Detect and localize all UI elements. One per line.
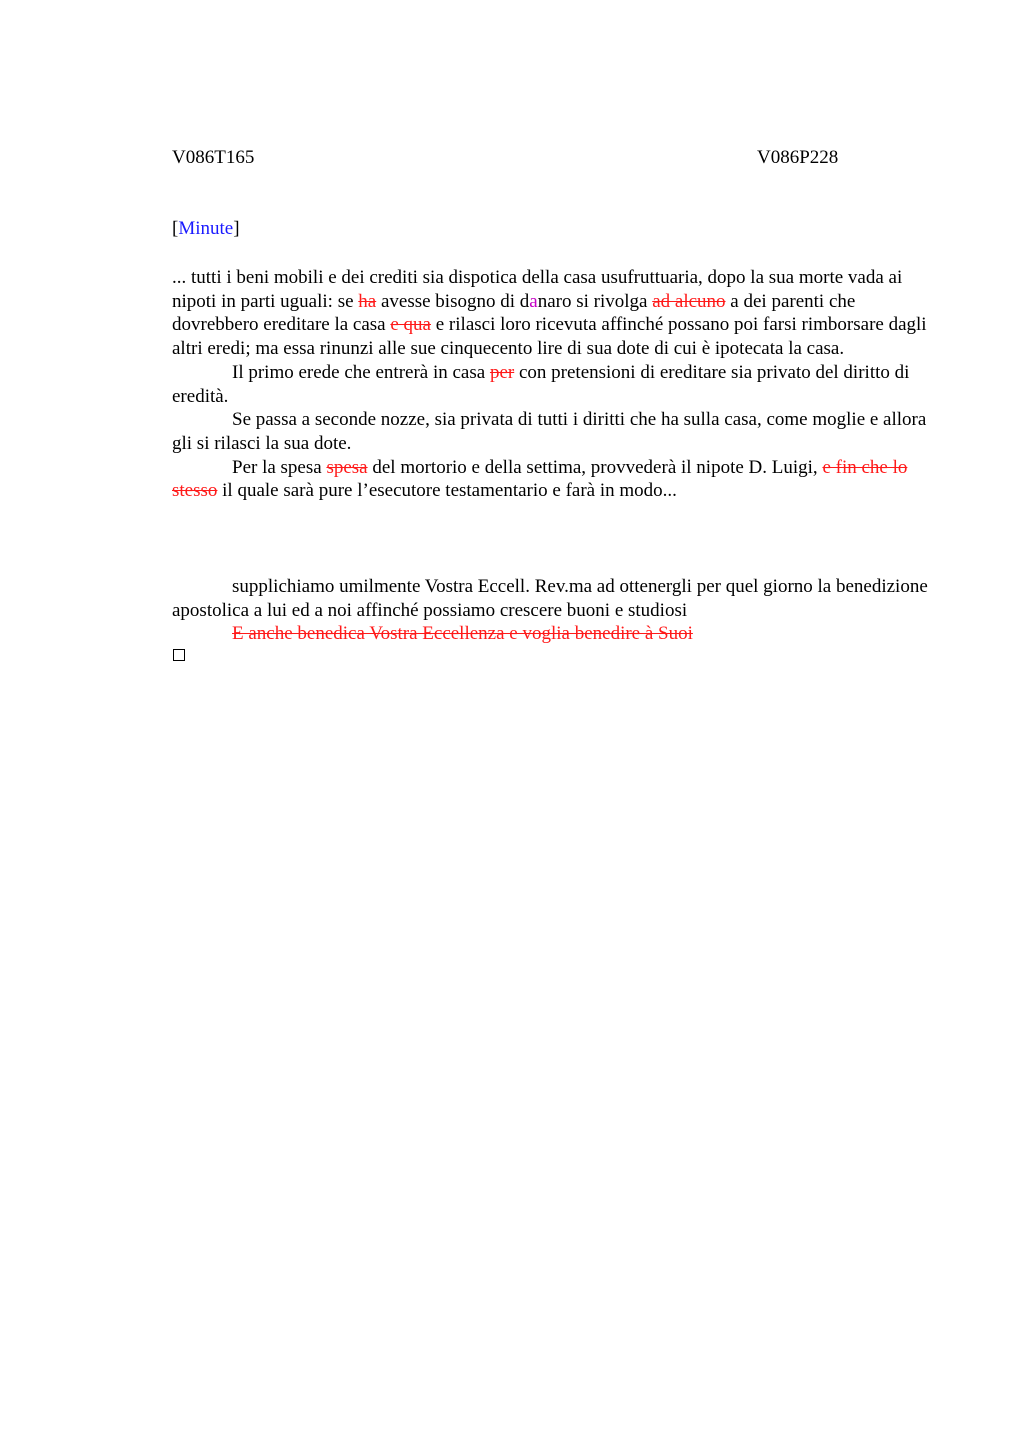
text-run: a dei parenti che dovrebbero ereditare la casa [172,290,856,336]
paragraph-4 [172,456,932,503]
document-body-fragment [172,575,932,646]
inserted-text: a [529,290,538,312]
open-bracket: [ [172,218,179,239]
text-run: il quale sarà pure l’esecutore testamentario e farà in modo... [217,480,677,502]
minute-label-text: Minute [178,218,234,239]
deleted-text: spesa [326,456,368,478]
deleted-text: ha [358,290,377,312]
paragraph-5 [172,575,932,622]
text-run: Per la spesa [232,456,327,478]
text-run: avesse bisogno di d [376,290,530,312]
deleted-text: ad alcuno [652,290,726,312]
empty-box-glyph [173,649,185,661]
paragraph-3 [172,408,932,455]
paragraph-2 [172,361,932,408]
close-bracket: ] [233,218,240,239]
deleted-text: e fin che lo stesso [172,456,908,502]
text-run: naro si rivolga [537,290,653,312]
text-run: con pretensioni di ereditare sia privato del diritto di eredità. [172,361,910,407]
paragraph-6 [172,622,932,646]
document-code-left: V086T165 [172,147,255,168]
text-run: Se passa a seconde nozze, sia privata di tutti i diritti che ha sulla casa, come moglie e allora gli si rilasci la sua dote. [172,409,927,454]
paragraph-1 [172,266,932,361]
text-run: e rilasci loro ricevuta affinché possano poi farsi rimborsare dagli altri eredi; ma essa rinunzi alle sue cinquecento lire di sua dote di cui è ipotecata la casa. [172,314,927,360]
text-run: del mortorio e della settima, provvederà il nipote D. Luigi, [367,456,823,478]
deleted-text: E anche benedica Vostra Eccellenza e voglia benedire à Suoi [232,623,693,645]
deleted-text: e qua [390,314,431,336]
document-code-right: V086P228 [757,147,839,168]
deleted-text: per [489,361,515,383]
text-run: supplichiamo umilmente Vostra Eccell. Rev.ma ad ottenergli per quel giorno la benedizione apostolica a lui ed a noi affinché possiamo crescere buoni e studiosi [172,576,928,621]
text-run: ... tutti i beni mobili e dei crediti sia dispotica della casa usufruttuaria, dopo la sua morte vada ai nipoti in parti uguali: se [172,267,903,312]
minute-label [172,217,240,241]
document-body [172,266,932,503]
text-run: Il primo erede che entrerà in casa [232,361,490,383]
